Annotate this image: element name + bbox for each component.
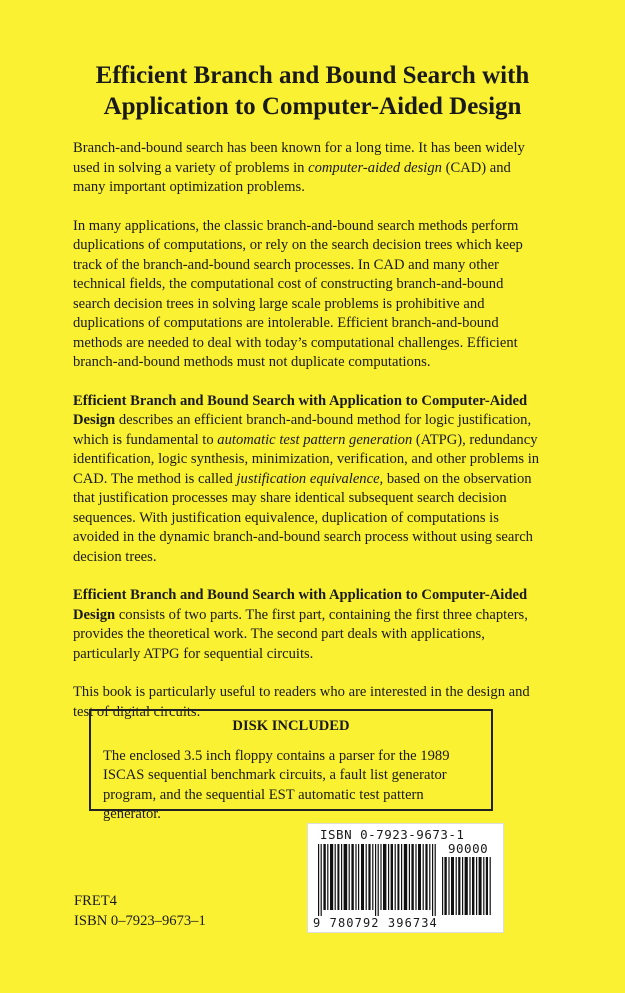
p3-italic-2: justification equivalence, <box>236 470 384 487</box>
paragraph-3 <box>73 392 543 568</box>
barcode-ean-number: 9 780792 396734 <box>313 916 438 930</box>
paragraph-1 <box>73 139 543 198</box>
ean-barcode-bars <box>318 844 438 916</box>
product-code: FRET4 <box>74 893 117 909</box>
publisher-codes <box>74 892 206 931</box>
book-title <box>40 60 585 122</box>
barcode <box>307 823 504 933</box>
p3-italic-1: automatic test pattern generation <box>217 431 413 448</box>
addon-barcode-bars <box>442 857 494 915</box>
disk-text: The enclosed 3.5 inch floppy contains a parser for the 1989 ISCAS sequential benchmark circuits, a fault list generator program, and the sequential EST automatic test pattern generator. <box>103 747 450 822</box>
p1-italic: computer-aided design <box>308 159 442 176</box>
barcode-isbn: ISBN 0-7923-9673-1 <box>320 827 465 842</box>
disk-heading: DISK INCLUDED <box>232 718 350 734</box>
paragraph-4 <box>73 586 543 664</box>
p3-text-2: (ATPG), redundancy identification, logic synthesis, minimization, verification, and other problems in CAD. The method is called <box>73 431 540 487</box>
p3-text-1: describes an efficient branch-and-bound method for logic justification, which is fundamental to <box>73 412 532 448</box>
disk-included-box <box>89 709 493 822</box>
paragraph-5: This book is particularly useful to readers who are interested in the design and test of digital circuits. <box>73 684 530 720</box>
paragraph-2: In many applications, the classic branch-and-bound search methods perform duplications of computations, or rely on the search decision trees which keep track of the branch-and-bound search processes. In CAD and many other technical fields, the computational cost of constructing branch-and-bound search decision trees in solving large scale problems is prohibitive and duplications of computations are intolerable. Efficient branch-and-bound methods are needed to deal with today’s computational challenges. Efficient branch-and-bound methods must not duplicate computations. <box>73 217 523 370</box>
p1-text-end: (CAD) and many important optimization problems. <box>73 159 511 195</box>
footer-isbn: ISBN 0–7923–9673–1 <box>74 912 206 929</box>
barcode-addon-number: 90000 <box>448 841 489 856</box>
description <box>73 139 543 741</box>
p4-text: consists of two parts. The first part, containing the first three chapters, provides the theoretical work. The second part deals with applications, particularly ATPG for sequential circuits. <box>73 606 528 662</box>
p3-bold-title: Efficient Branch and Bound Search with Application to Computer-Aided Design <box>73 392 528 428</box>
title-line-2: Application to Computer-Aided Design <box>103 93 522 120</box>
p3-text-3: based on the observation that justification processes may share identical subsequent search decision sequences. With justification equivalence, duplication of computations is avoided in the dynamic branch-and-bound search process without using search decision trees. <box>73 470 533 565</box>
title-line-1: Efficient Branch and Bound Search with <box>95 62 530 89</box>
p1-text: Branch-and-bound search has been known for a long time. It has been widely used in solving a variety of problems in <box>73 140 525 176</box>
p4-bold-title: Efficient Branch and Bound Search with Application to Computer-Aided Design <box>73 587 528 623</box>
